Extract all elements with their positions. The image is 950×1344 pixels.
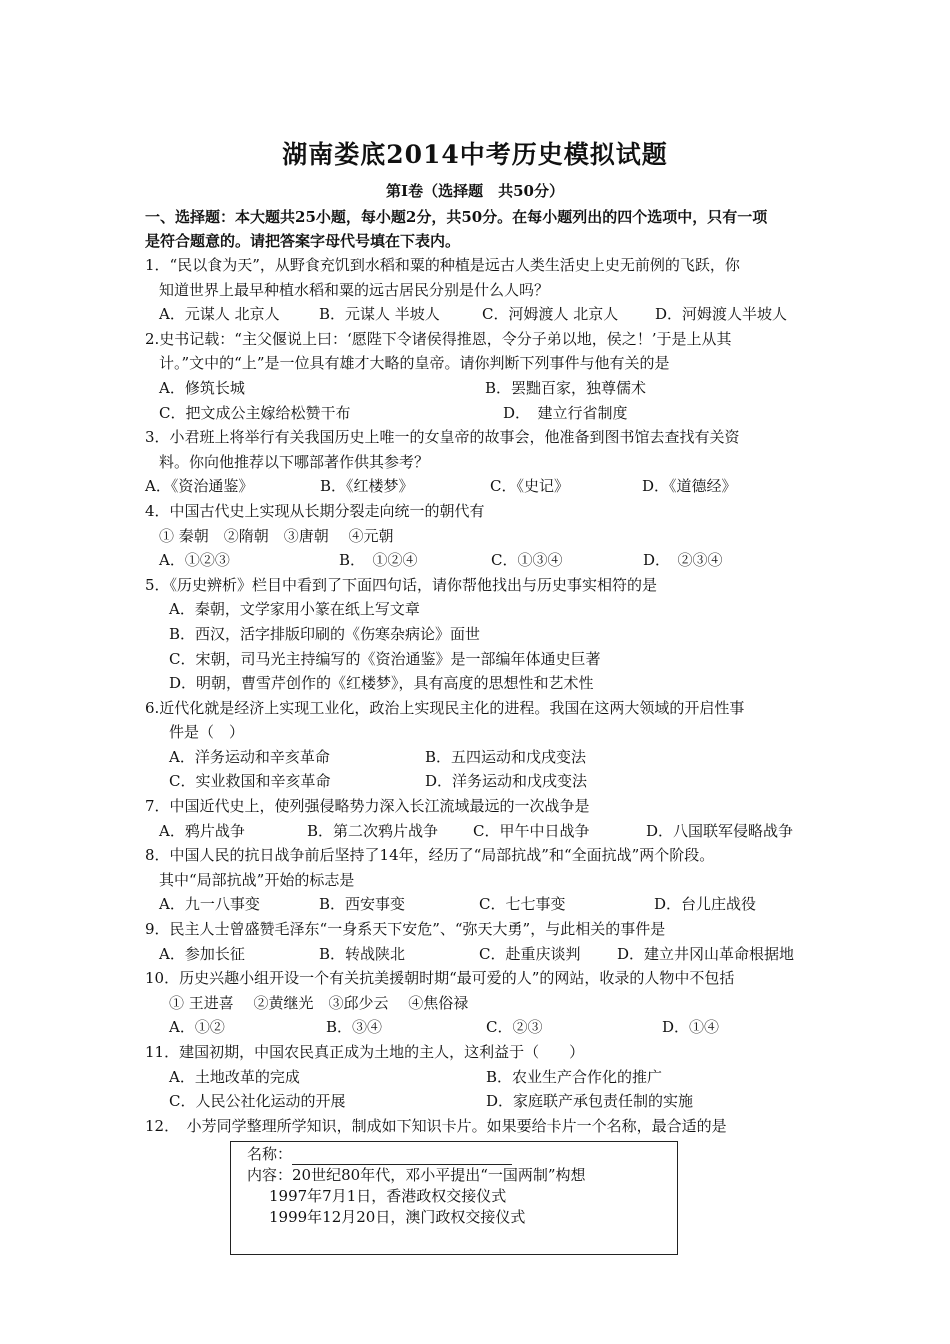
page-title: 湖南娄底2014中考历史模拟试题 bbox=[282, 140, 668, 169]
option-row bbox=[145, 474, 815, 499]
option-b: B．五四运动和戊戌变法 bbox=[425, 747, 587, 766]
question-stem: 4．中国古代史上实现从长期分裂走向统一的朝代有 bbox=[145, 501, 485, 520]
option-row bbox=[145, 376, 815, 401]
question-stem: 9．民主人士曾盛赞毛泽东“一身系天下安危”、“弥天大勇”，与此相关的事件是 bbox=[145, 920, 666, 939]
option-c: C．赴重庆谈判 bbox=[479, 944, 581, 963]
option-c: C．《史记》 bbox=[490, 477, 569, 496]
option-row bbox=[145, 745, 815, 770]
option-a: A．洋务运动和辛亥革命 bbox=[169, 747, 330, 766]
option-d: D． ②③④ bbox=[643, 551, 723, 570]
option-b: B．③④ bbox=[326, 1018, 383, 1037]
option-row bbox=[145, 302, 815, 327]
question-stem: 5．《历史辨析》栏目中看到了下面四句话，请你帮他找出与历史事实相符的是 bbox=[145, 575, 658, 594]
option-c: C．甲午中日战争 bbox=[473, 821, 590, 840]
card-line: 1999年12月20日，澳门政权交接仪式 bbox=[269, 1208, 526, 1226]
question-stem: 11．建国初期，中国农民真正成为土地的主人，这利益于（ ） bbox=[145, 1043, 585, 1061]
question-stem: 料。你向他推荐以下哪部著作供其参考？ bbox=[159, 452, 430, 471]
option-a: A．①②③ bbox=[159, 551, 230, 570]
question-stem: 知道世界上最早种植水稻和粟的远古居民分别是什么人吗？ bbox=[159, 280, 550, 299]
option-b: B．《红楼梦》 bbox=[320, 477, 414, 496]
option-d: D．家庭联产承包责任制的实施 bbox=[486, 1092, 694, 1111]
option-a: A．九一八事变 bbox=[159, 895, 260, 914]
instruction-line: 是符合题意的。请把答案字母代号填在下表内。 bbox=[145, 232, 461, 250]
card-content-label: 内容： bbox=[247, 1166, 293, 1184]
question-stem: 2.史书记载：“主父偃说上曰：‘愿陛下令诸侯得推恩，令分子弟以地，侯之！’于是上从其 bbox=[145, 329, 732, 348]
option-a: A．土地改革的完成 bbox=[169, 1067, 300, 1086]
option-d: D．《道德经》 bbox=[642, 477, 737, 496]
question-stem: 1．“民以食为天”，从野食充饥到水稻和粟的种植是远古人类生活史上史无前例的飞跃，你 bbox=[145, 256, 740, 274]
question-stem: ① 秦朝 ②隋朝 ③唐朝 ④元朝 bbox=[159, 526, 394, 545]
option-row bbox=[145, 942, 815, 967]
option-b: B．转战陕北 bbox=[319, 944, 406, 963]
option-b: B．罢黜百家，独尊儒术 bbox=[485, 378, 647, 397]
option-row bbox=[145, 769, 815, 794]
question-stem: 计。”文中的“上”是一位具有雄才大略的皇帝。请你判断下列事件与他有关的是 bbox=[159, 354, 670, 373]
card-name-row bbox=[247, 1143, 512, 1165]
option-d: D．①④ bbox=[662, 1018, 720, 1037]
question-stem: 10．历史兴趣小组开设一个有关抗美援朝时期“最可爱的人”的网站，收录的人物中不包括 bbox=[145, 969, 735, 988]
option-row bbox=[145, 892, 815, 917]
option-a: A．①② bbox=[169, 1018, 225, 1037]
option-a: A．参加长征 bbox=[159, 944, 245, 963]
option-c: C．宋朝，司马光主持编写的《资治通鉴》是一部编年体通史巨著 bbox=[169, 649, 601, 668]
option-c: C．①③④ bbox=[491, 551, 563, 570]
question-stem: 8．中国人民的抗日战争前后坚持了14年，经历了“局部抗战”和“全面抗战”两个阶段。 bbox=[145, 846, 715, 865]
question-stem: 其中“局部抗战”开始的标志是 bbox=[159, 870, 355, 889]
option-d: D．八国联军侵略战争 bbox=[646, 821, 794, 840]
option-b: B． ①②④ bbox=[339, 551, 418, 570]
option-d: D． 建立行省制度 bbox=[503, 403, 628, 422]
option-row bbox=[145, 1065, 815, 1090]
option-d: D．台儿庄战役 bbox=[654, 895, 757, 914]
option-c: C．人民公社化运动的开展 bbox=[169, 1092, 346, 1111]
question-stem: 12． 小芳同学整理所学知识，制成如下知识卡片。如果要给卡片一个名称，最合适的是 bbox=[145, 1116, 727, 1135]
option-d: D．洋务运动和戊戌变法 bbox=[425, 772, 588, 791]
option-d: D．河姆渡人半坡人 bbox=[655, 305, 788, 324]
option-a: A．鸦片战争 bbox=[159, 821, 245, 840]
question-stem: ① 王进喜 ②黄继光 ③邱少云 ④焦俗禄 bbox=[169, 993, 469, 1012]
option-a: A．秦朝，文学家用小篆在纸上写文章 bbox=[169, 600, 420, 619]
instruction-line: 一、选择题：本大题共25小题，每小题2分，共50分。在每小题列出的四个选项中，只有一项 bbox=[145, 208, 768, 226]
option-b: B．元谋人 半坡人 bbox=[319, 305, 440, 324]
option-b: B．西安事变 bbox=[319, 895, 406, 914]
card-line: 20世纪80年代，邓小平提出“一国两制”构想 bbox=[292, 1166, 586, 1184]
card-name-label: 名称： bbox=[247, 1145, 293, 1163]
option-c: C．七七事变 bbox=[479, 895, 566, 914]
option-c: C．②③ bbox=[486, 1018, 543, 1037]
option-b: B．第二次鸦片战争 bbox=[307, 821, 439, 840]
card-content-row bbox=[247, 1164, 586, 1186]
option-row bbox=[145, 548, 815, 573]
card-name-blank bbox=[292, 1148, 512, 1165]
option-row bbox=[145, 1089, 815, 1114]
option-c: C．把文成公主嫁给松赞干布 bbox=[159, 403, 351, 422]
option-c: C．实业救国和辛亥革命 bbox=[169, 772, 331, 791]
question-list bbox=[145, 253, 815, 1138]
option-a: A．元谋人 北京人 bbox=[159, 305, 280, 324]
option-a: A．修筑长城 bbox=[159, 378, 245, 397]
section-subtitle: 第Ⅰ卷（选择题 共50分） bbox=[386, 182, 564, 200]
option-row bbox=[145, 401, 815, 426]
option-d: D．建立井冈山革命根据地 bbox=[617, 944, 795, 963]
knowledge-card bbox=[230, 1141, 678, 1255]
option-c: C．河姆渡人 北京人 bbox=[482, 305, 619, 324]
option-row bbox=[145, 819, 815, 844]
option-b: B．农业生产合作化的推广 bbox=[486, 1067, 663, 1086]
option-row bbox=[145, 1015, 815, 1040]
option-d: D．明朝，曹雪芹创作的《红楼梦》，具有高度的思想性和艺术性 bbox=[169, 674, 594, 693]
question-stem: 件是（ ） bbox=[169, 723, 245, 742]
option-a: A．《资治通鉴》 bbox=[145, 477, 254, 496]
question-stem: 6.近代化就是经济上实现工业化，政治上实现民主化的进程。我国在这两大领域的开启性事 bbox=[145, 698, 745, 717]
option-b: B．西汉，活字排版印刷的《伤寒杂病论》面世 bbox=[169, 624, 481, 643]
card-line: 1997年7月1日，香港政权交接仪式 bbox=[269, 1187, 507, 1205]
section-instructions bbox=[145, 205, 810, 253]
question-stem: 7．中国近代史上，使列强侵略势力深入长江流域最远的一次战争是 bbox=[145, 797, 590, 816]
question-stem: 3．小君班上将举行有关我国历史上唯一的女皇帝的故事会，他准备到图书馆去查找有关资 bbox=[145, 428, 740, 447]
